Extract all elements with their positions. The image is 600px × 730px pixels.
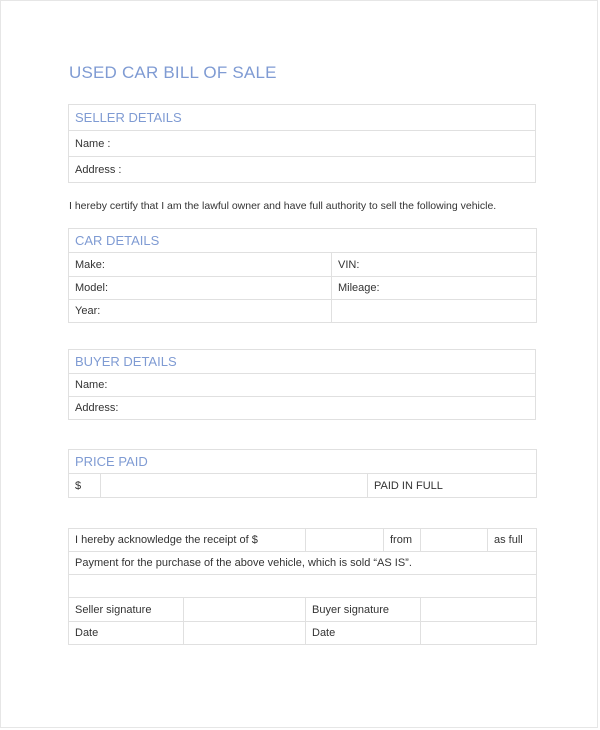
from-label: from — [384, 529, 421, 552]
currency-symbol: $ — [69, 474, 101, 498]
car-year-field[interactable]: Year: — [69, 300, 332, 323]
blank-row — [69, 575, 537, 598]
price-paid-heading: PRICE PAID — [69, 450, 537, 474]
buyer-date-field[interactable] — [421, 622, 537, 645]
car-make-field[interactable]: Make: — [69, 253, 332, 277]
seller-details-heading: SELLER DETAILS — [69, 105, 536, 131]
buyer-name-field[interactable]: Name: — [69, 374, 536, 397]
as-full-label: as full — [488, 529, 537, 552]
car-empty-cell[interactable] — [332, 300, 537, 323]
receipt-amount-field[interactable] — [306, 529, 384, 552]
buyer-signature-field[interactable] — [421, 598, 537, 622]
buyer-details-heading: BUYER DETAILS — [69, 350, 536, 374]
car-details-heading: CAR DETAILS — [69, 229, 537, 253]
seller-name-field[interactable]: Name : — [69, 131, 536, 157]
buyer-date-label: Date — [306, 622, 421, 645]
seller-signature-label: Seller signature — [69, 598, 184, 622]
seller-date-label: Date — [69, 622, 184, 645]
ownership-certification: I hereby certify that I am the lawful owner and have full authority to sell the following vehicle. — [69, 200, 497, 212]
car-mileage-field[interactable]: Mileage: — [332, 277, 537, 300]
from-name-field[interactable] — [421, 529, 488, 552]
paid-in-full-option[interactable]: PAID IN FULL — [368, 474, 537, 498]
seller-details-table — [68, 104, 536, 183]
buyer-details-table — [68, 349, 536, 420]
acknowledgement-table — [68, 528, 537, 645]
payment-as-is-statement: Payment for the purchase of the above vehicle, which is sold “AS IS”. — [69, 552, 537, 575]
buyer-address-field[interactable]: Address: — [69, 397, 536, 420]
seller-signature-field[interactable] — [184, 598, 306, 622]
price-paid-table — [68, 449, 537, 498]
car-vin-field[interactable]: VIN: — [332, 253, 537, 277]
document-title: USED CAR BILL OF SALE — [69, 63, 277, 82]
car-model-field[interactable]: Model: — [69, 277, 332, 300]
seller-date-field[interactable] — [184, 622, 306, 645]
price-amount-field[interactable] — [101, 474, 368, 498]
receipt-acknowledgement-label: I hereby acknowledge the receipt of $ — [69, 529, 306, 552]
buyer-signature-label: Buyer signature — [306, 598, 421, 622]
seller-address-field[interactable]: Address : — [69, 157, 536, 183]
car-details-table — [68, 228, 537, 323]
